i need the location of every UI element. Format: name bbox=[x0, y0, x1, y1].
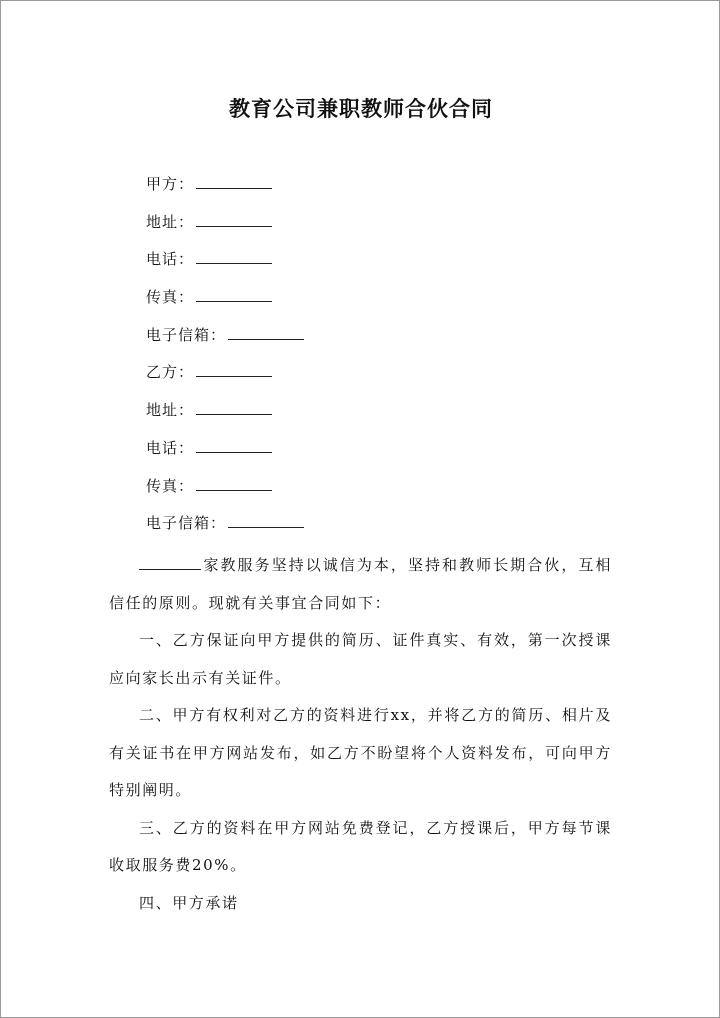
company-name-blank bbox=[139, 555, 201, 570]
clause-2-paragraph: 二、甲方有权利对乙方的资料进行xx，并将乙方的简历、相片及有关证书在甲方网站发布，如乙方不盼望将个人资料发布，可向甲方特别阐明。 bbox=[109, 706, 612, 799]
party-a-fax-field bbox=[146, 284, 566, 322]
party-b-email-field bbox=[146, 510, 566, 548]
contract-body bbox=[109, 547, 612, 922]
intro-text: 家教服务坚持以诚信为本，坚持和教师长期合伙，互相信任的原则。现就有关事宜合同如下： bbox=[109, 556, 612, 612]
party-b-name-field bbox=[146, 359, 566, 397]
party-a-name-blank bbox=[196, 174, 272, 189]
party-b-fax-label: 传真： bbox=[146, 476, 195, 495]
party-b-phone-label: 电话： bbox=[146, 438, 195, 457]
party-a-fax-blank bbox=[196, 287, 272, 302]
clause-1-paragraph: 一、乙方保证向甲方提供的简历、证件真实、有效，第一次授课应向家长出示有关证件。 bbox=[109, 631, 612, 687]
party-b-name-label: 乙方： bbox=[146, 363, 195, 382]
party-a-name-field bbox=[146, 171, 566, 209]
party-a-address-blank bbox=[196, 212, 272, 227]
party-a-email-blank bbox=[228, 325, 304, 340]
party-a-phone-label: 电话： bbox=[146, 250, 195, 269]
clause-3-paragraph: 三、乙方的资料在甲方网站免费登记，乙方授课后，甲方每节课收取服务费20%。 bbox=[109, 818, 612, 874]
clause-4-paragraph: 四、甲方承诺 bbox=[139, 893, 239, 912]
party-a-phone-field bbox=[146, 246, 566, 284]
party-a-address-field bbox=[146, 209, 566, 247]
party-b-address-field bbox=[146, 397, 566, 435]
party-info-fields bbox=[146, 171, 566, 548]
party-b-fax-blank bbox=[196, 476, 272, 491]
party-a-email-field bbox=[146, 322, 566, 360]
party-a-email-label: 电子信箱： bbox=[146, 325, 227, 344]
party-b-phone-field bbox=[146, 435, 566, 473]
party-b-email-label: 电子信箱： bbox=[146, 514, 227, 533]
document-title: 教育公司兼职教师合伙合同 bbox=[229, 96, 493, 121]
party-a-fax-label: 传真： bbox=[146, 288, 195, 307]
party-a-name-label: 甲方： bbox=[146, 175, 195, 193]
party-b-address-label: 地址： bbox=[146, 401, 195, 420]
party-b-fax-field bbox=[146, 473, 566, 511]
party-a-address-label: 地址： bbox=[146, 212, 195, 231]
party-b-phone-blank bbox=[196, 438, 272, 453]
party-a-phone-blank bbox=[196, 249, 272, 264]
party-b-email-blank bbox=[228, 513, 304, 528]
intro-paragraph bbox=[109, 547, 612, 622]
party-b-address-blank bbox=[196, 400, 272, 415]
party-b-name-blank bbox=[196, 362, 272, 377]
